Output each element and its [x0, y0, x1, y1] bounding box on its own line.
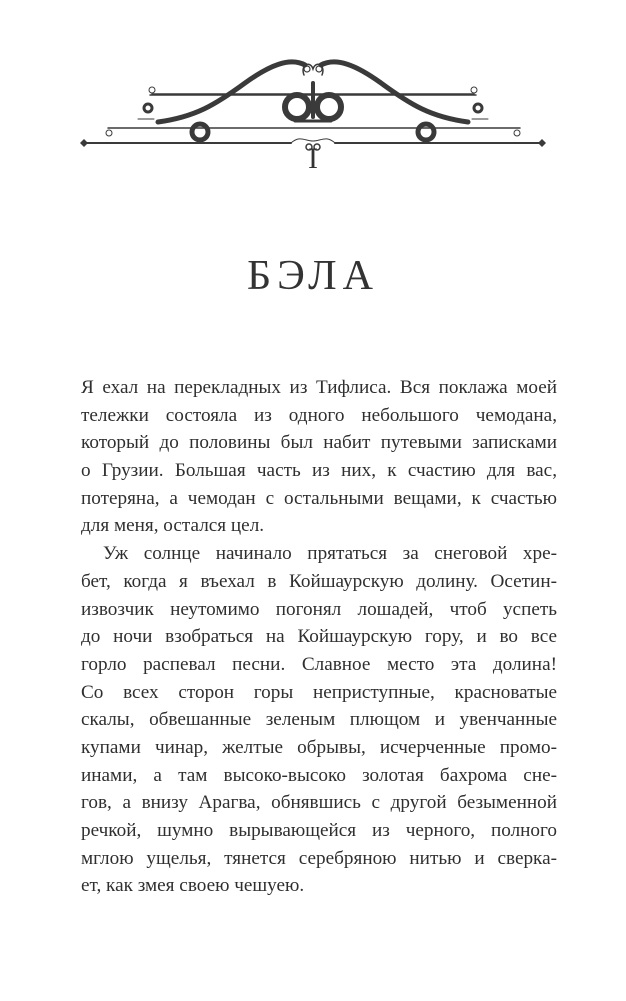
chapter-number: I [308, 142, 318, 175]
text-line: о Грузии. Большая часть из них, к счастию для вас, [81, 460, 557, 482]
text-line: Со всех сторон горы неприступные, красноватые [81, 681, 557, 703]
body-text [81, 374, 557, 900]
text-line: до ночи взобраться на Койшаурскую гору, и во все [81, 626, 557, 648]
text-line: скалы, обвешанные зеленым плющом и увенчанные [81, 709, 557, 731]
chapter-ornament-icon [0, 55, 626, 205]
text-line: ет, как змея своею чешуею. [81, 875, 305, 897]
text-line: который до половины был набит путевыми записками [81, 432, 557, 454]
text-line: мглою ущелья, тянется серебряною нитью и сверка- [81, 847, 557, 869]
text-line: горло распевал песни. Славное место эта долина! [81, 653, 557, 675]
text-line: Я ехал на перекладных из Тифлиса. Вся поклажа моей [81, 377, 557, 398]
text-line: речкой, шумно вырывающейся из черного, полного [81, 820, 557, 841]
text-line: бет, когда я въехал в Койшаурскую долину. Осетин- [81, 570, 557, 592]
text-line: для меня, остался цел. [81, 515, 265, 537]
paragraph [81, 540, 557, 900]
text-line: потеряна, а чемодан с остальными вещами, к счастью [81, 487, 557, 509]
text-line: купами чинар, желтые обрывы, исчерченные промо- [81, 736, 557, 758]
chapter-title: БЭЛА [246, 253, 379, 299]
text-line: гов, а внизу Арагва, обнявшись с другой безыменной [81, 792, 557, 814]
paragraph [81, 374, 557, 540]
text-line: инами, а там высоко-высоко золотая бахрома сне- [81, 764, 557, 786]
text-line: извозчик неутомимо погонял лошадей, чтоб успеть [81, 598, 557, 620]
text-line: тележки состояла из одного небольшого чемодана, [81, 404, 557, 426]
text-line: Уж солнце начинало прятаться за снеговой хре- [103, 543, 557, 565]
